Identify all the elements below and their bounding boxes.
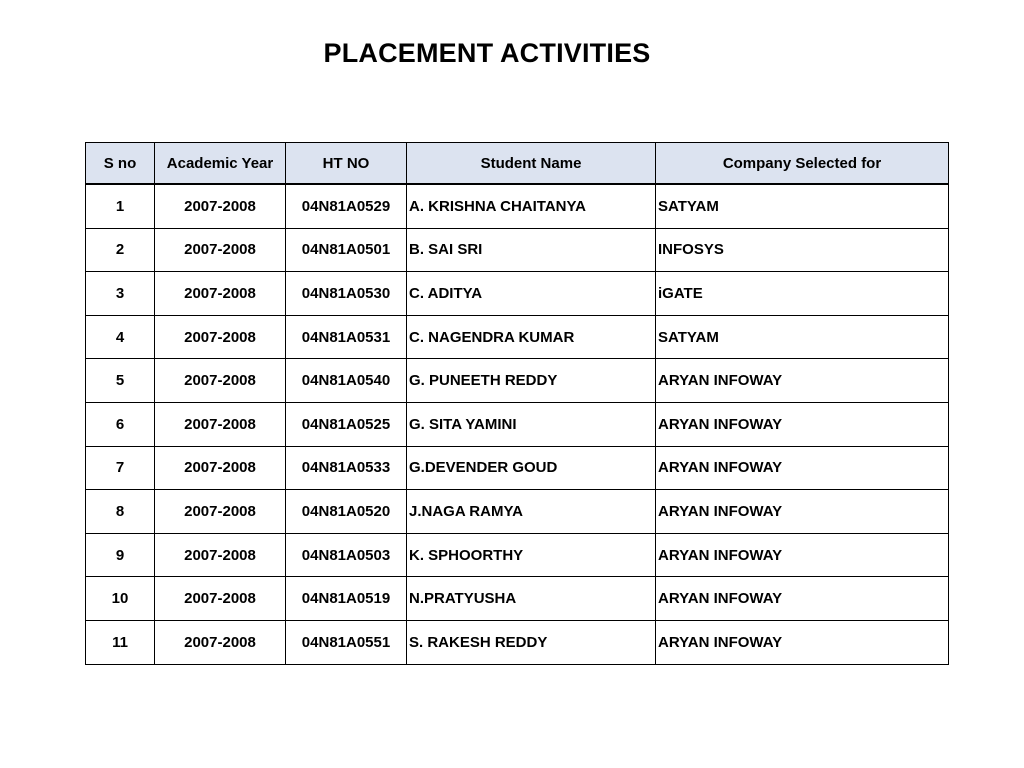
cell-ht-no: 04N81A0519 — [286, 577, 407, 621]
table-row — [86, 490, 949, 534]
cell-company: ARYAN INFOWAY — [656, 577, 949, 621]
cell-academic-year: 2007-2008 — [155, 184, 286, 228]
cell-academic-year: 2007-2008 — [155, 315, 286, 359]
table-row — [86, 402, 949, 446]
cell-company: SATYAM — [656, 184, 949, 228]
cell-ht-no: 04N81A0501 — [286, 228, 407, 272]
column-header-company: Company Selected for — [656, 143, 949, 185]
cell-student-name: C. ADITYA — [407, 272, 656, 316]
cell-academic-year: 2007-2008 — [155, 577, 286, 621]
table-row — [86, 315, 949, 359]
cell-sno: 10 — [86, 577, 155, 621]
cell-sno: 4 — [86, 315, 155, 359]
cell-company: ARYAN INFOWAY — [656, 359, 949, 403]
cell-student-name: A. KRISHNA CHAITANYA — [407, 184, 656, 228]
cell-academic-year: 2007-2008 — [155, 446, 286, 490]
table-row — [86, 228, 949, 272]
table-row — [86, 184, 949, 228]
cell-academic-year: 2007-2008 — [155, 359, 286, 403]
cell-student-name: N.PRATYUSHA — [407, 577, 656, 621]
cell-student-name: G. SITA YAMINI — [407, 402, 656, 446]
cell-student-name: B. SAI SRI — [407, 228, 656, 272]
cell-student-name: G.DEVENDER GOUD — [407, 446, 656, 490]
cell-academic-year: 2007-2008 — [155, 533, 286, 577]
table-row — [86, 577, 949, 621]
column-header-academic-year: Academic Year — [155, 143, 286, 185]
cell-ht-no: 04N81A0540 — [286, 359, 407, 403]
cell-academic-year: 2007-2008 — [155, 620, 286, 664]
cell-company: ARYAN INFOWAY — [656, 533, 949, 577]
column-header-student-name: Student Name — [407, 143, 656, 185]
table-header — [86, 143, 949, 185]
cell-sno: 5 — [86, 359, 155, 403]
column-header-sno: S no — [86, 143, 155, 185]
cell-academic-year: 2007-2008 — [155, 272, 286, 316]
table-row — [86, 620, 949, 664]
cell-ht-no: 04N81A0531 — [286, 315, 407, 359]
page-title: PLACEMENT ACTIVITIES — [323, 38, 651, 68]
table-row — [86, 272, 949, 316]
cell-company: ARYAN INFOWAY — [656, 490, 949, 534]
cell-student-name: G. PUNEETH REDDY — [407, 359, 656, 403]
cell-ht-no: 04N81A0551 — [286, 620, 407, 664]
cell-student-name: K. SPHOORTHY — [407, 533, 656, 577]
cell-student-name: S. RAKESH REDDY — [407, 620, 656, 664]
cell-sno: 8 — [86, 490, 155, 534]
cell-ht-no: 04N81A0503 — [286, 533, 407, 577]
cell-academic-year: 2007-2008 — [155, 402, 286, 446]
table-row — [86, 446, 949, 490]
cell-sno: 9 — [86, 533, 155, 577]
cell-ht-no: 04N81A0530 — [286, 272, 407, 316]
cell-ht-no: 04N81A0533 — [286, 446, 407, 490]
cell-academic-year: 2007-2008 — [155, 228, 286, 272]
cell-ht-no: 04N81A0529 — [286, 184, 407, 228]
cell-sno: 11 — [86, 620, 155, 664]
cell-sno: 7 — [86, 446, 155, 490]
cell-company: iGATE — [656, 272, 949, 316]
table-row — [86, 359, 949, 403]
cell-sno: 6 — [86, 402, 155, 446]
cell-company: SATYAM — [656, 315, 949, 359]
header-row — [86, 143, 949, 185]
cell-company: ARYAN INFOWAY — [656, 620, 949, 664]
placement-table — [85, 142, 949, 665]
cell-ht-no: 04N81A0525 — [286, 402, 407, 446]
cell-ht-no: 04N81A0520 — [286, 490, 407, 534]
column-header-ht-no: HT NO — [286, 143, 407, 185]
cell-student-name: J.NAGA RAMYA — [407, 490, 656, 534]
cell-company: INFOSYS — [656, 228, 949, 272]
cell-sno: 3 — [86, 272, 155, 316]
cell-student-name: C. NAGENDRA KUMAR — [407, 315, 656, 359]
cell-academic-year: 2007-2008 — [155, 490, 286, 534]
table-row — [86, 533, 949, 577]
table-body — [86, 184, 949, 664]
cell-company: ARYAN INFOWAY — [656, 402, 949, 446]
cell-sno: 1 — [86, 184, 155, 228]
cell-company: ARYAN INFOWAY — [656, 446, 949, 490]
cell-sno: 2 — [86, 228, 155, 272]
